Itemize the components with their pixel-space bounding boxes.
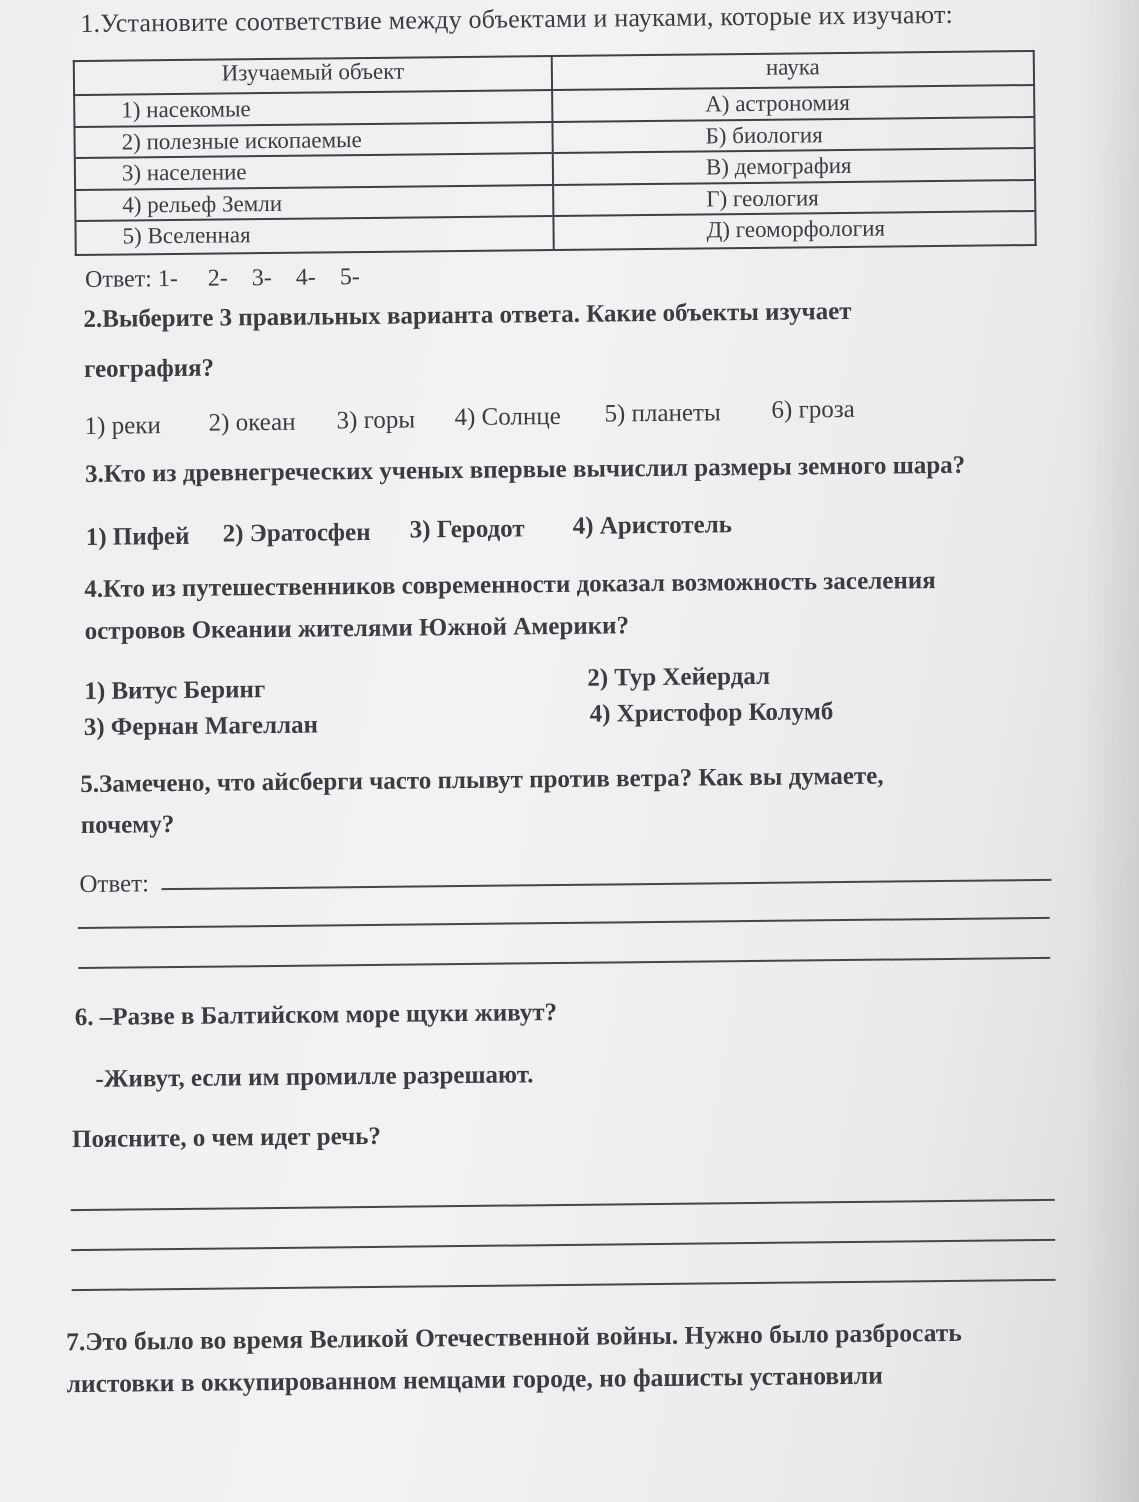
answer-line[interactable] <box>71 1239 1055 1251</box>
q3-option: 3) Геродот <box>409 515 525 544</box>
q2-option: 5) планеты <box>604 399 721 428</box>
answer-line[interactable] <box>71 1199 1055 1211</box>
science-item: Г) геология <box>554 181 1034 218</box>
q4-option: 1) Витус Беринг <box>84 676 266 705</box>
object-item: 3) население <box>76 154 552 190</box>
q3-option: 1) Пифей <box>85 522 190 551</box>
science-item: В) демография <box>554 149 1034 186</box>
q5-title-continued: почему? <box>80 811 175 840</box>
q5-title: 5.Замечено, что айсберги часто плывут против ветра? Как вы думаете, <box>80 762 884 799</box>
q4-title-continued: островов Океании жителями Южной Америки? <box>84 612 630 645</box>
q6-line3: Поясните, о чем идет речь? <box>71 1122 382 1154</box>
objects-cell <box>74 90 554 254</box>
answer-line[interactable] <box>78 917 1050 929</box>
object-item: 1) насекомые <box>75 91 551 127</box>
q7-line2: листовки в оккупированном немцами городе, но фашисты установили <box>66 1360 883 1399</box>
q2-title-continued: география? <box>83 354 215 383</box>
q6-line1: 6. –Разве в Балтийском море щуки живут? <box>74 999 558 1032</box>
answer-line[interactable] <box>161 879 1051 890</box>
page-shadow <box>1079 0 1139 1502</box>
object-item: 2) полезные ископаемые <box>75 123 551 159</box>
column-header-object: Изучаемый объект <box>74 56 552 95</box>
q4-option: 4) Христофор Колумб <box>589 698 834 728</box>
q2-title: 2.Выберите 3 правильных варианта ответа. Какие объекты изучает <box>83 297 852 333</box>
q3-option: 4) Аристотель <box>572 511 733 540</box>
q3-title: 3.Кто из древнегреческих ученых впервые вычислил размеры земного шара? <box>84 451 966 488</box>
q4-title: 4.Кто из путешественников современности доказал возможность заселения <box>84 567 936 603</box>
matching-table <box>73 50 1037 256</box>
q7-line1: 7.Это было во время Великой Отечественной войны. Нужно было разбросать <box>66 1317 962 1357</box>
answer-line[interactable] <box>78 957 1050 969</box>
q4-option: 3) Фернан Магеллан <box>83 711 319 741</box>
science-item: Б) биология <box>553 118 1033 155</box>
q6-line2: -Живут, если им промилле разрешают. <box>95 1061 534 1093</box>
q1-answer: Ответ: 1- 2- 3- 4- 5- <box>84 264 360 293</box>
science-item: Д) геоморфология <box>706 215 886 243</box>
q2-option: 6) гроза <box>771 395 855 424</box>
q4-option: 2) Тур Хейердал <box>587 662 771 692</box>
answer-line[interactable] <box>72 1279 1056 1291</box>
q2-option: 4) Солнце <box>454 402 561 432</box>
object-item: 4) рельеф Земли <box>76 186 552 222</box>
q1-title: 1.Установите соответствие между объектами и науками, которые их изучают: <box>80 0 954 38</box>
science-item: А) астрономия <box>553 86 1033 123</box>
q5-answer-label: Ответ: <box>79 870 150 899</box>
sciences-cell <box>552 85 1036 250</box>
q3-option: 2) Эратосфен <box>222 518 371 548</box>
column-header-science: наука <box>552 51 1034 90</box>
q2-option: 2) океан <box>208 408 296 437</box>
object-item: 5) Вселенная <box>122 222 251 249</box>
q2-option: 1) реки <box>84 412 161 440</box>
q2-option: 3) горы <box>336 406 416 435</box>
